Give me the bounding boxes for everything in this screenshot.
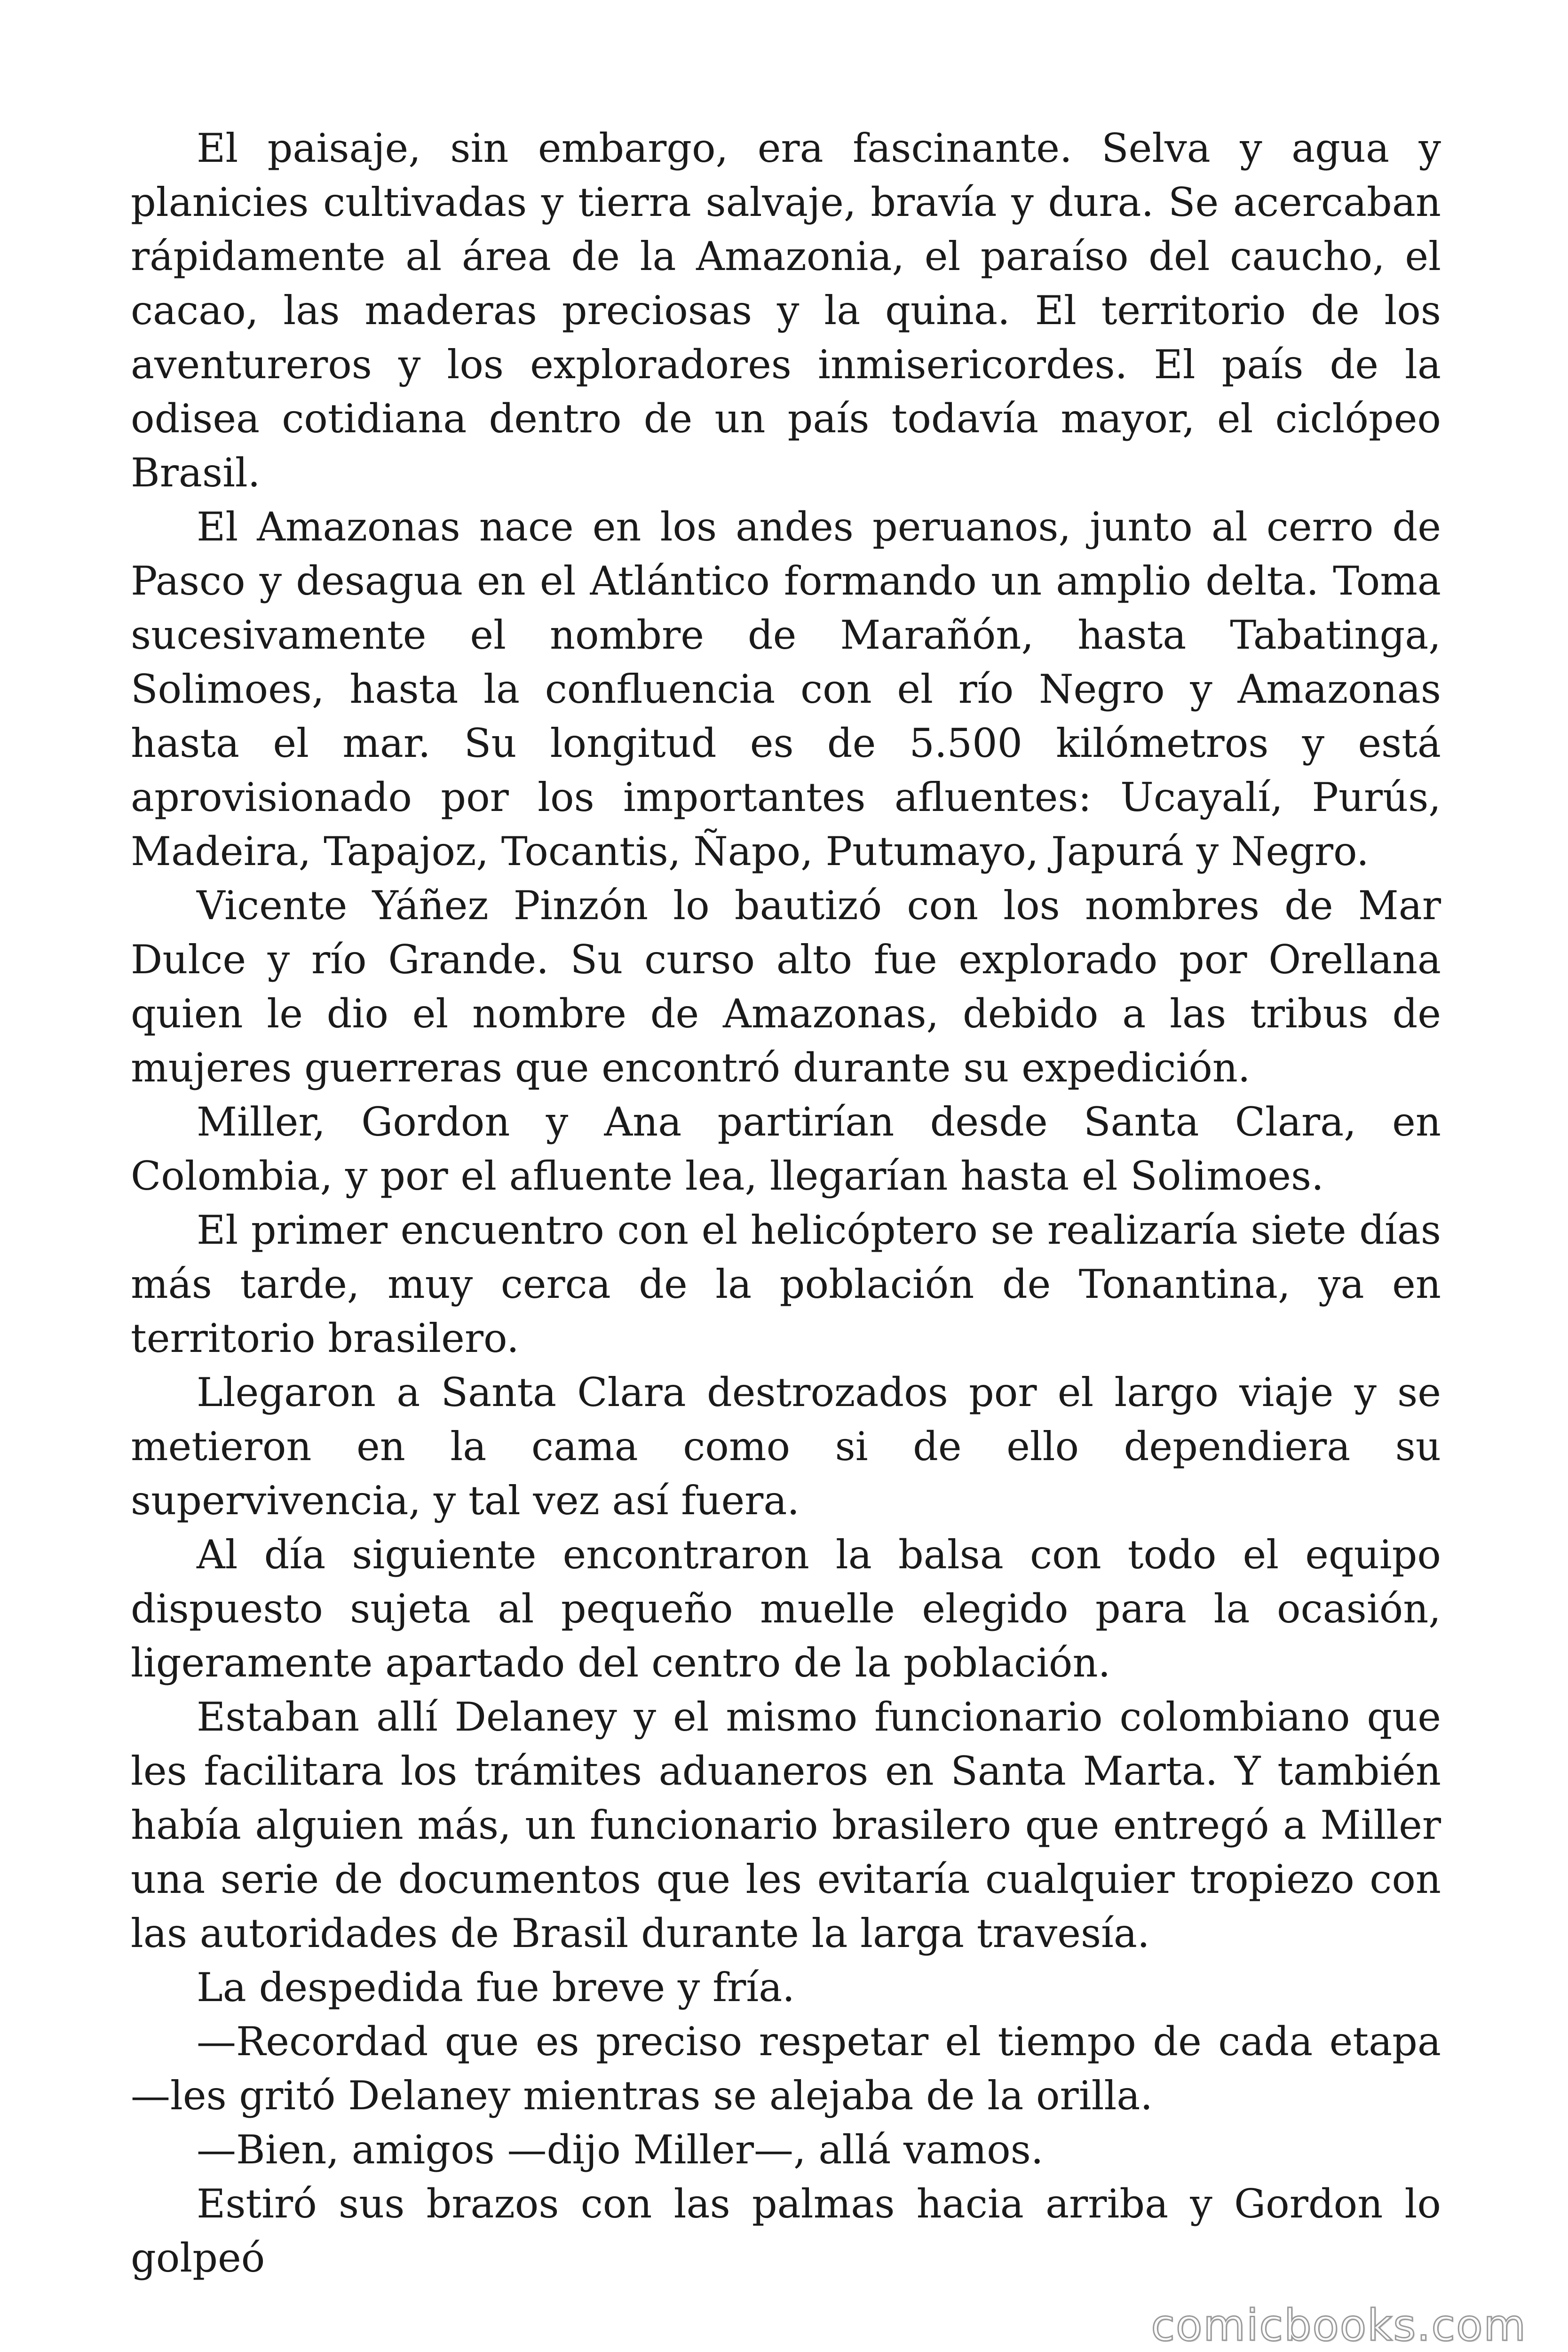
paragraph-10: —Recordad que es preciso respetar el tiempo de cada etapa —les gritó Delaney mientras se alejaba de la orilla. (131, 2018, 1441, 2119)
page-text (131, 121, 1441, 2285)
paragraph-3: Vicente Yáñez Pinzón lo bautizó con los nombres de Mar Dulce y río Grande. Su curso alto fue explorado por Orellana quien le dio el nombre de Amazonas, debido a las tribus de mujeres guerreras que encontró durante su expedición. (131, 882, 1441, 1091)
paragraph-2: El Amazonas nace en los andes peruanos, junto al cerro de Pasco y desagua en el Atlántico formando un amplio delta. Toma sucesivamente el nombre de Marañón, hasta Tabatinga, Solimoes, hasta la confluencia con el río Negro y Amazonas hasta el mar. Su longitud es de 5.500 kilómetros y está aprovisionado por los importantes afluentes: Ucayalí, Purús, Madeira, Tapajoz, Tocantis, Ñapo, Putumayo, Japurá y Negro. (131, 504, 1441, 874)
paragraph-12: Estiró sus brazos con las palmas hacia arriba y Gordon lo golpeó (131, 2181, 1441, 2281)
paragraph-1: El paisaje, sin embargo, era fascinante. Selva y agua y planicies cultivadas y tierra salvaje, bravía y dura. Se acercaban rápidamente al área de la Amazonia, el paraíso del caucho, el cacao, las maderas preciosas y la quina. El territorio de los aventureros y los exploradores inmisericordes. El país de la odisea cotidiana dentro de un país todavía mayor, el ciclópeo Brasil. (131, 125, 1441, 496)
paragraph-4: Miller, Gordon y Ana partirían desde Santa Clara, en Colombia, y por el afluente lea, llegarían hasta el Solimoes. (131, 1099, 1441, 1199)
paragraph-5: El primer encuentro con el helicóptero se realizaría siete días más tarde, muy cerca de la población de Tonantina, ya en territorio brasilero. (131, 1207, 1441, 1361)
paragraph-9: La despedida fue breve y fría. (197, 1964, 795, 2010)
paragraph-8: Estaban allí Delaney y el mismo funcionario colombiano que les facilitara los trámites aduaneros en Santa Marta. Y también había alguien más, un funcionario brasilero que entregó a Miller una serie de documentos que les evitaría cualquier tropiezo con las autoridades de Brasil durante la larga travesía. (131, 1694, 1441, 1956)
paragraph-6: Llegaron a Santa Clara destrozados por el largo viaje y se metieron en la cama como si de ello dependiera su supervivencia, y tal vez así fuera. (131, 1369, 1441, 1524)
watermark: comicbooks.com (1151, 2300, 1527, 2351)
paragraph-11: —Bien, amigos —dijo Miller—, allá vamos. (197, 2127, 1044, 2173)
paragraph-7: Al día siguiente encontraron la balsa con todo el equipo dispuesto sujeta al pequeño muelle elegido para la ocasión, ligeramente apartado del centro de la población. (131, 1532, 1441, 1686)
